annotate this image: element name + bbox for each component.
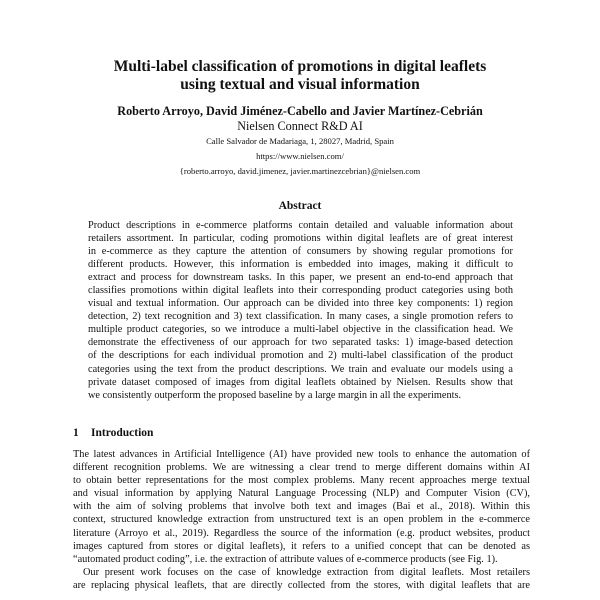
abstract-body bbox=[88, 219, 513, 402]
title-line: using textual and visual information bbox=[180, 76, 420, 93]
author-list: Roberto Arroyo, David Jiménez-Cabello and Javier Martínez-Cebrián bbox=[117, 104, 483, 118]
paper-title bbox=[0, 58, 600, 94]
body-line: to obtain better representations for the most complex problems. Many recent approaches merge textual bbox=[73, 475, 530, 487]
abstract-line: in e-commerce as they capture the attention of consumers by showing regular promotions for bbox=[88, 246, 513, 258]
abstract-line: private dataset composed of images from digital leaflets obtained by Nielsen. Results show that bbox=[88, 376, 513, 388]
introduction-body bbox=[73, 448, 530, 592]
body-line: different recognition problems. We are witnessing a clear trend to merge different domains within AI bbox=[73, 462, 530, 474]
abstract-line: we consistently outperform the proposed baseline by a large margin in all the experiments. bbox=[88, 389, 462, 401]
title-line: Multi-label classification of promotions in digital leaflets bbox=[113, 58, 487, 75]
body-line: context, structured knowledge extraction from unstructured text is an open problem in the e-commerce bbox=[73, 514, 530, 526]
author-emails: {roberto.arroyo, david.jimenez, javier.martinezcebrian}@nielsen.com bbox=[179, 166, 421, 176]
abstract-line: Product descriptions in e-commerce platforms contain detailed and valuable information about bbox=[88, 220, 513, 231]
website-url: https://www.nielsen.com/ bbox=[256, 151, 344, 161]
body-line: images captured from stores or digital leaflets), it refers to a unified concept that can be denoted as bbox=[73, 540, 530, 552]
body-line: and visual information by applying Natural Language Processing (NLP) and Computer Vision (CV), bbox=[73, 488, 530, 500]
abstract-line: categories using the text from the product descriptions. We train and evaluate our models using a bbox=[88, 363, 513, 375]
body-line: literature (Arroyo et al., 2019). Regardless the source of the information (e.g. product websites, product bbox=[73, 527, 530, 539]
abstract-line: of the descriptions for each individual promotion and 2) multi-label classification of the product bbox=[88, 350, 513, 362]
abstract-line: multiple product categories, so we introduce a multi-label objective in the classification head. We bbox=[88, 324, 513, 336]
body-line: Our present work focuses on the case of knowledge extraction from digital leaflets. Most retailers bbox=[83, 566, 530, 578]
body-line: “automated product coding”, i.e. the extraction of attribute values of e-commerce products (see Fig. 1). bbox=[73, 553, 498, 565]
section-number: 1 bbox=[73, 427, 79, 439]
abstract-line: detection, 2) text recognition and 3) text classification. In many cases, a single promotion refers to bbox=[88, 311, 513, 323]
abstract-heading: Abstract bbox=[278, 200, 322, 212]
body-line: are replacing physical leaflets, that are directly collected from the stores, with digital leaflets that are bbox=[73, 579, 530, 591]
abstract-line: demonstrate the effectiveness of our approach for two separated tasks: 1) image-based detection bbox=[88, 337, 513, 349]
abstract-line: different products. However, this information is embedded into images, making it difficult to bbox=[88, 259, 513, 271]
body-line: The latest advances in Artificial Intelligence (AI) have provided new tools to enhance the automation of bbox=[73, 449, 530, 460]
body-line: with the aim of solving problems that involve both text and images (Bai et al., 2018). Within this bbox=[73, 501, 530, 513]
address: Calle Salvador de Madariaga, 1, 28027, Madrid, Spain bbox=[206, 136, 394, 146]
section-heading-introduction bbox=[73, 427, 153, 440]
abstract-line: visual and textual information. Our approach can be divided into three key components: 1) region bbox=[88, 298, 513, 310]
abstract-line: retailers assortment. In particular, coding promotions within digital leaflets are of great interest bbox=[88, 233, 513, 245]
abstract-line: classifies promotions within digital leaflets into their corresponding product categories using both bbox=[88, 285, 513, 297]
affiliation: Nielsen Connect R&D AI bbox=[237, 119, 363, 133]
abstract-line: extract and process for downstream tasks. In this paper, we present an end-to-end approach that bbox=[88, 272, 513, 284]
section-title: Introduction bbox=[91, 427, 154, 439]
